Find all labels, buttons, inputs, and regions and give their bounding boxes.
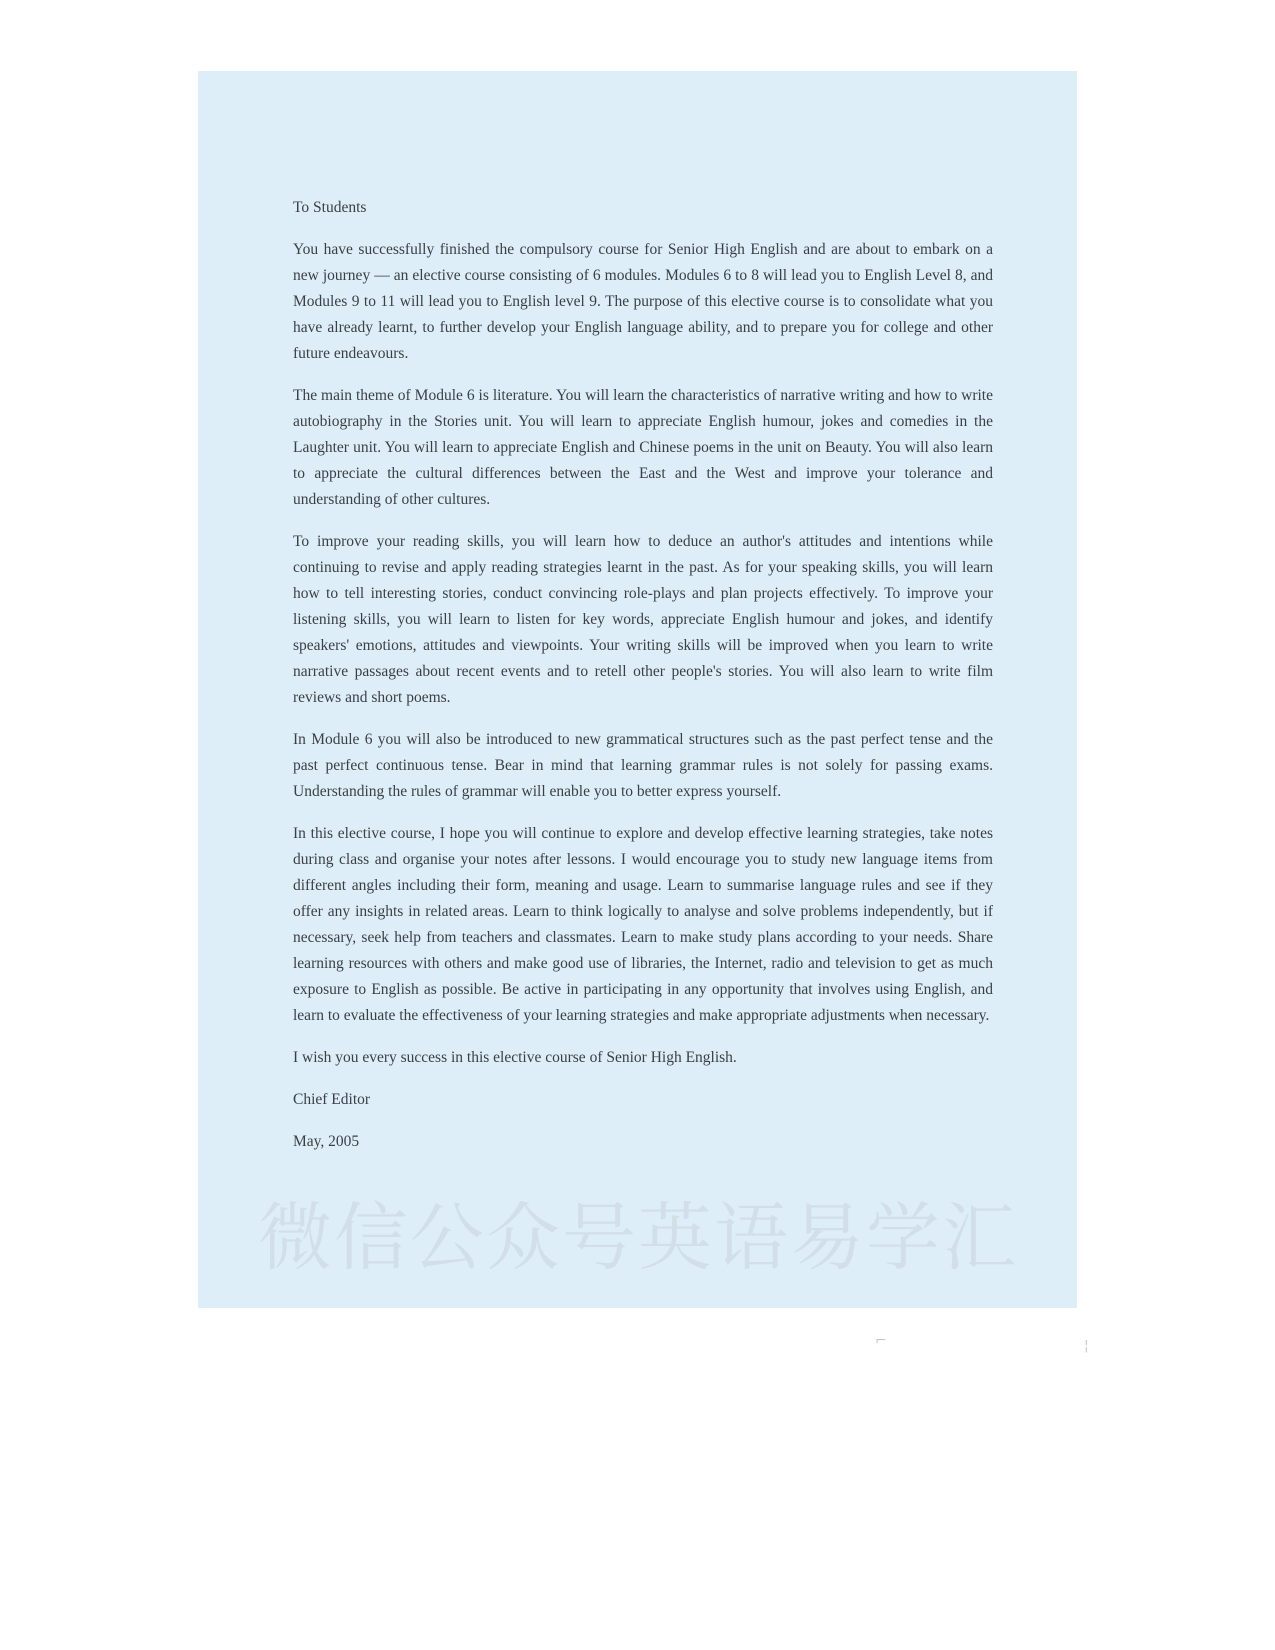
date: May, 2005	[293, 1133, 360, 1150]
salutation: To Students	[293, 199, 367, 216]
closing-line: I wish you every success in this elective course of Senior High English.	[293, 1049, 737, 1066]
watermark: 微信公众号英语易学汇	[258, 1195, 1018, 1281]
paragraph-strategies: In this elective course, I hope you will continue to explore and develop effective learning strategies, take notes during class and organise your notes after lessons. I would encourage you to study new language items from different angles including their form, meaning and usage. Learn to summarise language rules and see if they offer any insights in related areas. Learn to think logically to analyse and solve problems independently, but if necessary, seek help from teachers and classmates. Learn to make study plans according to your needs. Share learning resources with others and make good use of libraries, the Internet, radio and television to get as much exposure to English as possible. Be active in participating in any opportunity that involves using English, and learn to evaluate the effectiveness of your learning strategies and make appropriate adjustments when necessary.	[293, 825, 993, 1024]
paragraph-skills: To improve your reading skills, you will learn how to deduce an author's attitudes and intentions while continuing to revise and apply reading strategies learnt in the past. As for your speaking skills, you will learn how to tell interesting stories, conduct convincing role-plays and plan projects effectively. To improve your listening skills, you will learn to listen for key words, appreciate English humour and jokes, and identify speakers' emotions, attitudes and viewpoints. Your writing skills will be improved when you learn to write narrative passages about recent events and to retell other people's stories. You will also learn to write film reviews and short poems.	[293, 533, 993, 706]
paragraph-grammar: In Module 6 you will also be introduced to new grammatical structures such as the past perfect tense and the past perfect continuous tense. Bear in mind that learning grammar rules is not solely for passing exams. Understanding the rules of grammar will enable you to better express yourself.	[293, 731, 993, 800]
paragraph-intro: You have successfully finished the compulsory course for Senior High English and are about to embark on a new journey — an elective course consisting of 6 modules. Modules 6 to 8 will lead you to English Level 8, and Modules 9 to 11 will lead you to English level 9. The purpose of this elective course is to consolidate what you have already learnt, to further develop your English language ability, and to prepare you for college and other future endeavours.	[293, 241, 993, 362]
document-page	[198, 71, 1077, 1308]
letter-body	[293, 195, 993, 1171]
scan-artifact-tick: ¦	[1084, 1338, 1089, 1354]
paragraph-module-theme: The main theme of Module 6 is literature. You will learn the characteristics of narrative writing and how to write autobiography in the Stories unit. You will learn to appreciate English humour, jokes and comedies in the Laughter unit. You will learn to appreciate English and Chinese poems in the unit on Beauty. You will also learn to appreciate the cultural differences between the East and the West and improve your tolerance and understanding of other cultures.	[293, 387, 993, 508]
signature: Chief Editor	[293, 1091, 371, 1108]
scan-artifact-mark: ⌐	[875, 1333, 887, 1349]
